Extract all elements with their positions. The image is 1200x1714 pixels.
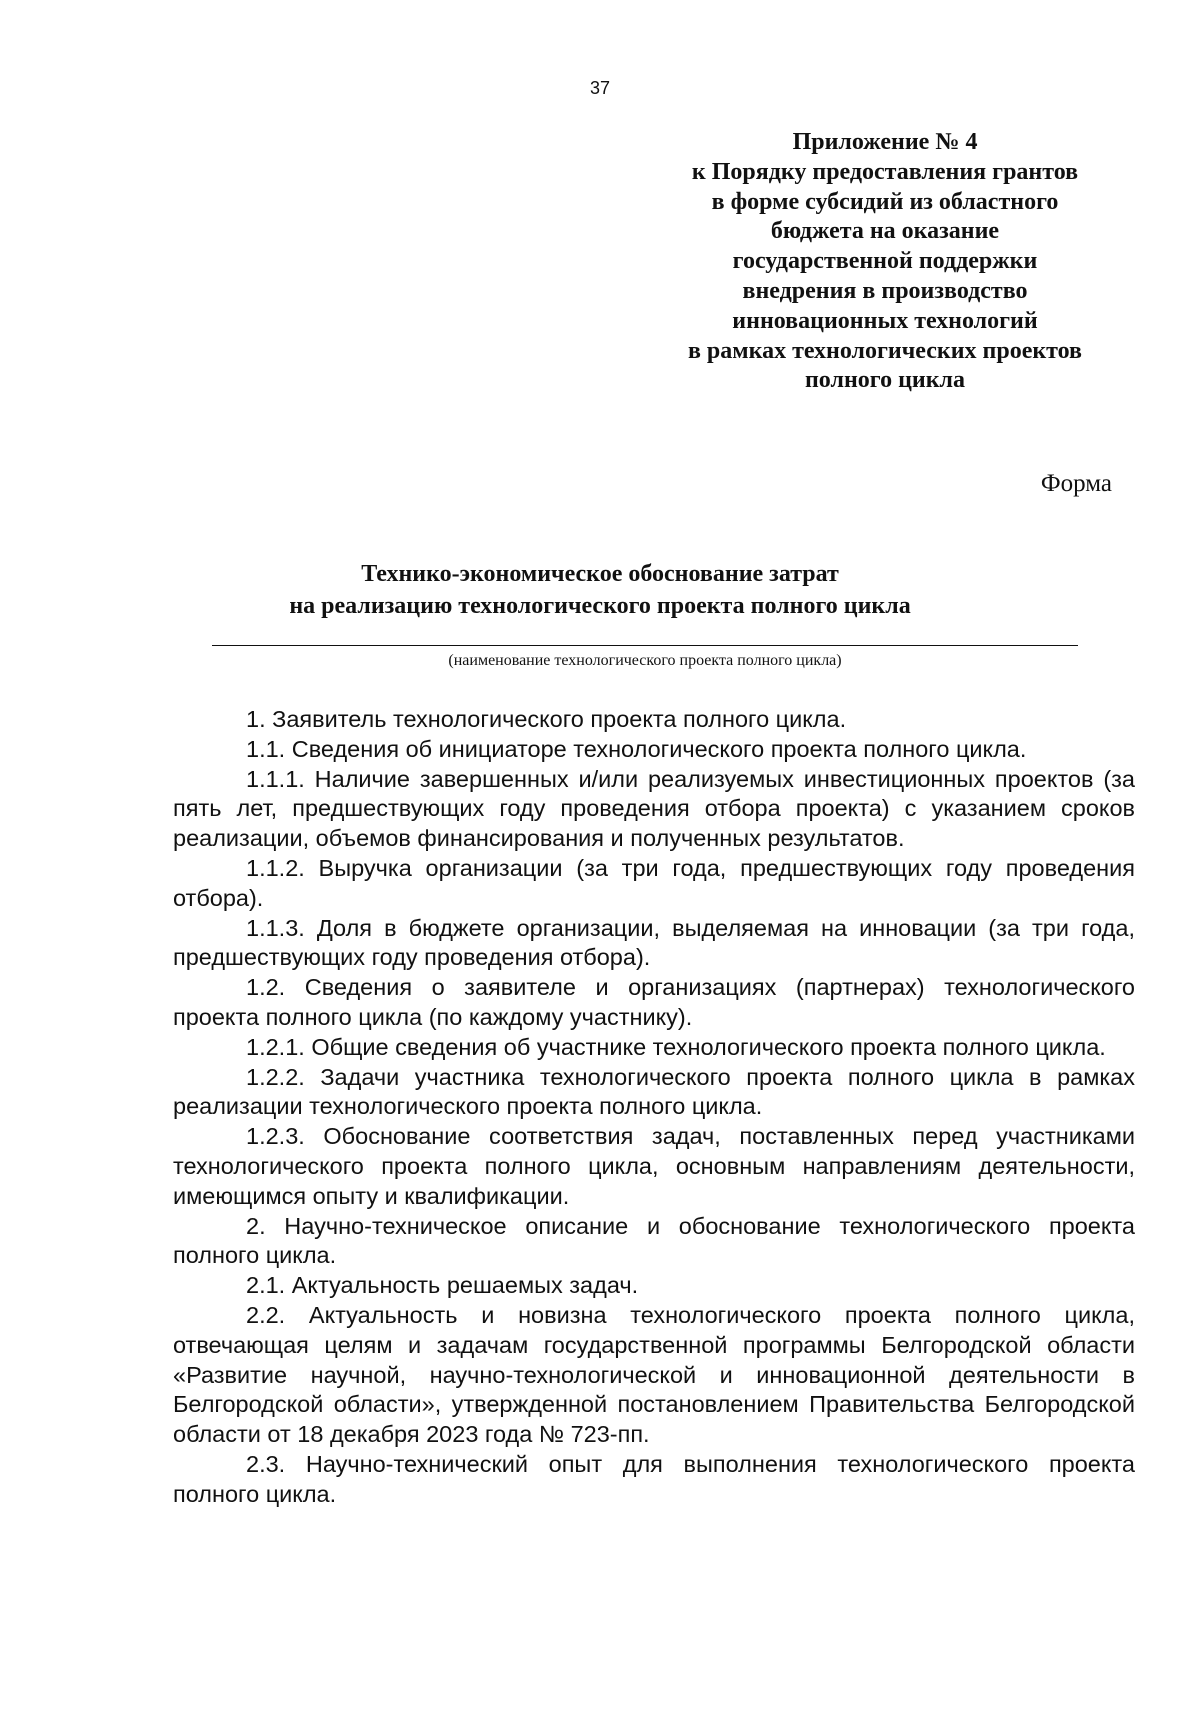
paragraph: 1. Заявитель технологического проекта полного цикла. [246,706,847,732]
paragraph: 1.2.1. Общие сведения об участнике технологического проекта полного цикла. [246,1033,1106,1060]
title-line: Технико-экономическое обоснование затрат [361,561,839,587]
paragraph: 1.1.2. Выручка организации (за три года, предшествующих году проведения отбора). [173,854,1135,911]
appendix-line: бюджета на оказание [770,218,1000,245]
paragraph: 1.1. Сведения об инициаторе технологического проекта полного цикла. [246,735,1027,762]
appendix-line: внедрения в производство [742,277,1028,304]
appendix-line: полного цикла [804,367,966,394]
paragraph: 1.1.1. Наличие завершенных и/или реализуемых инвестиционных проектов (за пять лет, предшествующих году проведения отбора проекта) с указанием сроков реализации, объемов финансирования и полученных результатов. [173,765,1135,852]
project-name-blank-line [212,645,1078,646]
appendix-line: государственной поддержки [732,248,1038,275]
paragraph: 1.2. Сведения о заявителе и организациях (партнерах) технологического проекта полного цикла (по каждому участнику). [173,974,1135,1030]
paragraph: 2.3. Научно-технический опыт для выполнения технологического проекта полного цикла. [173,1450,1135,1507]
appendix-line: в рамках технологических проектов [687,337,1083,364]
project-name-caption: (наименование технологического проекта полного цикла) [448,652,842,669]
paragraph: 2.2. Актуальность и новизна технологического проекта полного цикла, отвечающая целям и задачам государственной программы Белгородской области «Развитие научной, научно-технологической и инновационной деятельности в Белгородской области», утвержденной постановлением Правительства Белгородской области от 18 декабря 2023 года № 723-пп. [173,1301,1135,1448]
paragraph: 2.1. Актуальность решаемых задач. [246,1272,639,1299]
appendix-heading [625,128,1145,396]
document-body [173,705,1135,1510]
appendix-line: к Порядку предоставления грантов [691,158,1079,185]
page-number: 37 [589,78,611,98]
paragraph: 1.1.3. Доля в бюджете организации, выделяемая на инновации (за три года, предшествующих году проведения отбора). [173,914,1135,971]
document-title [170,558,1030,622]
appendix-line: в форме субсидий из областного [711,188,1059,215]
paragraph: 1.2.2. Задачи участника технологического проекта полного цикла в рамках реализации технологического проекта полного цикла. [173,1063,1135,1120]
appendix-line: Приложение № 4 [792,129,978,155]
appendix-line: инновационных технологий [732,307,1038,334]
title-line: на реализацию технологического проекта полного цикла [289,593,911,619]
paragraph: 2. Научно-техническое описание и обоснование технологического проекта полного цикла. [173,1212,1135,1269]
paragraph: 1.2.3. Обоснование соответствия задач, поставленных перед участниками технологического проекта полного цикла, основным направлениям деятельности, имеющимся опыту и квалификации. [173,1123,1135,1209]
form-label: Форма [1040,470,1112,497]
